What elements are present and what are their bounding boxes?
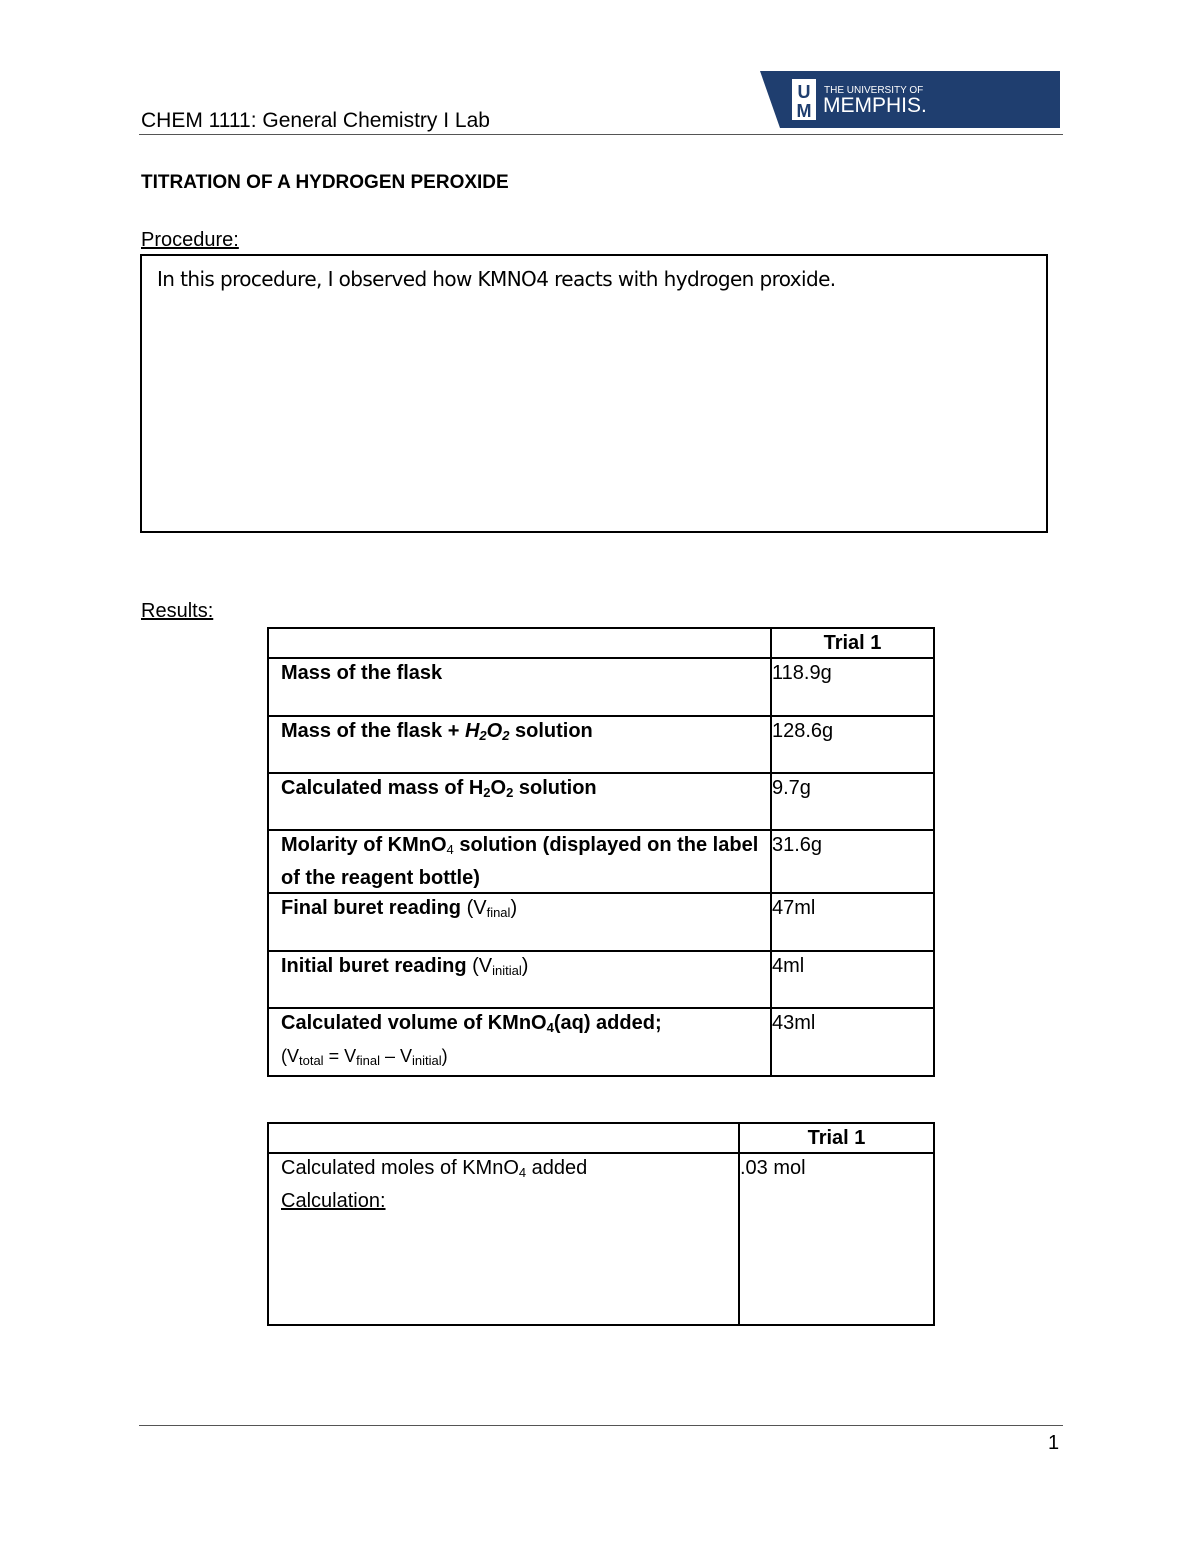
document-title: TITRATION OF A HYDROGEN PEROXIDE [141,172,509,193]
row-label: Initial buret reading $(V_{initial})$ [268,951,771,1008]
row-label: Molarity of KMnO$_4$ solution (displayed on the label of the reagent bottle) [268,830,771,893]
table-row [268,773,934,830]
row-value: 128.6g [771,716,934,773]
page-number: 1 [1048,1432,1060,1454]
volume-formula: $(V_{total} = V_{final} - V_{initial})$ [281,1046,448,1068]
table-header-row [268,628,934,658]
table-row [268,1153,934,1325]
row-value: 118.9g [771,658,934,716]
row-value: .03 mol [739,1153,934,1325]
moles-table [267,1122,935,1326]
row-value: 43ml [771,1008,934,1076]
results-label: Results: [141,600,214,622]
trial-header: Trial 1 [771,628,934,658]
course-title: CHEM 1111: General Chemistry I Lab [141,109,490,132]
calculation-label: Calculation: [281,1190,386,1212]
procedure-label: Procedure: [141,229,239,251]
row-value: 31.6g [771,830,934,893]
row-label: Mass of the flask [268,658,771,716]
procedure-box [140,254,1048,533]
university-logo [760,71,1060,128]
table-header-row [268,1123,934,1153]
svg-text:U: U [797,82,811,102]
row-value: 9.7g [771,773,934,830]
memphis-logo-graphic [760,71,1060,128]
table-row [268,893,934,951]
table-row [268,830,934,893]
svg-text:THE UNIVERSITY OF: THE UNIVERSITY OF [824,85,924,96]
row-label: Mass of the flask + H2O2 solution [268,716,771,773]
table-row [268,1008,934,1076]
footer-rule [139,1425,1063,1426]
row-value: 47ml [771,893,934,951]
svg-text:MEMPHIS.: MEMPHIS. [823,94,927,117]
header-rule [139,134,1063,135]
procedure-text: In this procedure, I observed how KMNO4 reacts with hydrogen proxide. [157,267,836,291]
row-label: Calculated mass of H2O2 solution [268,773,771,830]
table-row [268,716,934,773]
row-value: 4ml [771,951,934,1008]
results-table [267,627,935,1077]
table-row [268,951,934,1008]
table-row [268,658,934,716]
row-label: Calculated moles of KMnO$_4$ added Calculation: [268,1153,739,1325]
svg-text:M: M [796,101,812,121]
trial-header: Trial 1 [739,1123,934,1153]
row-label: Final buret reading $(V_{final})$ [268,893,771,951]
row-label: Calculated volume of KMnO4(aq) added; $(V_{total} = V_{final} - V_{initial})$ [268,1008,771,1076]
